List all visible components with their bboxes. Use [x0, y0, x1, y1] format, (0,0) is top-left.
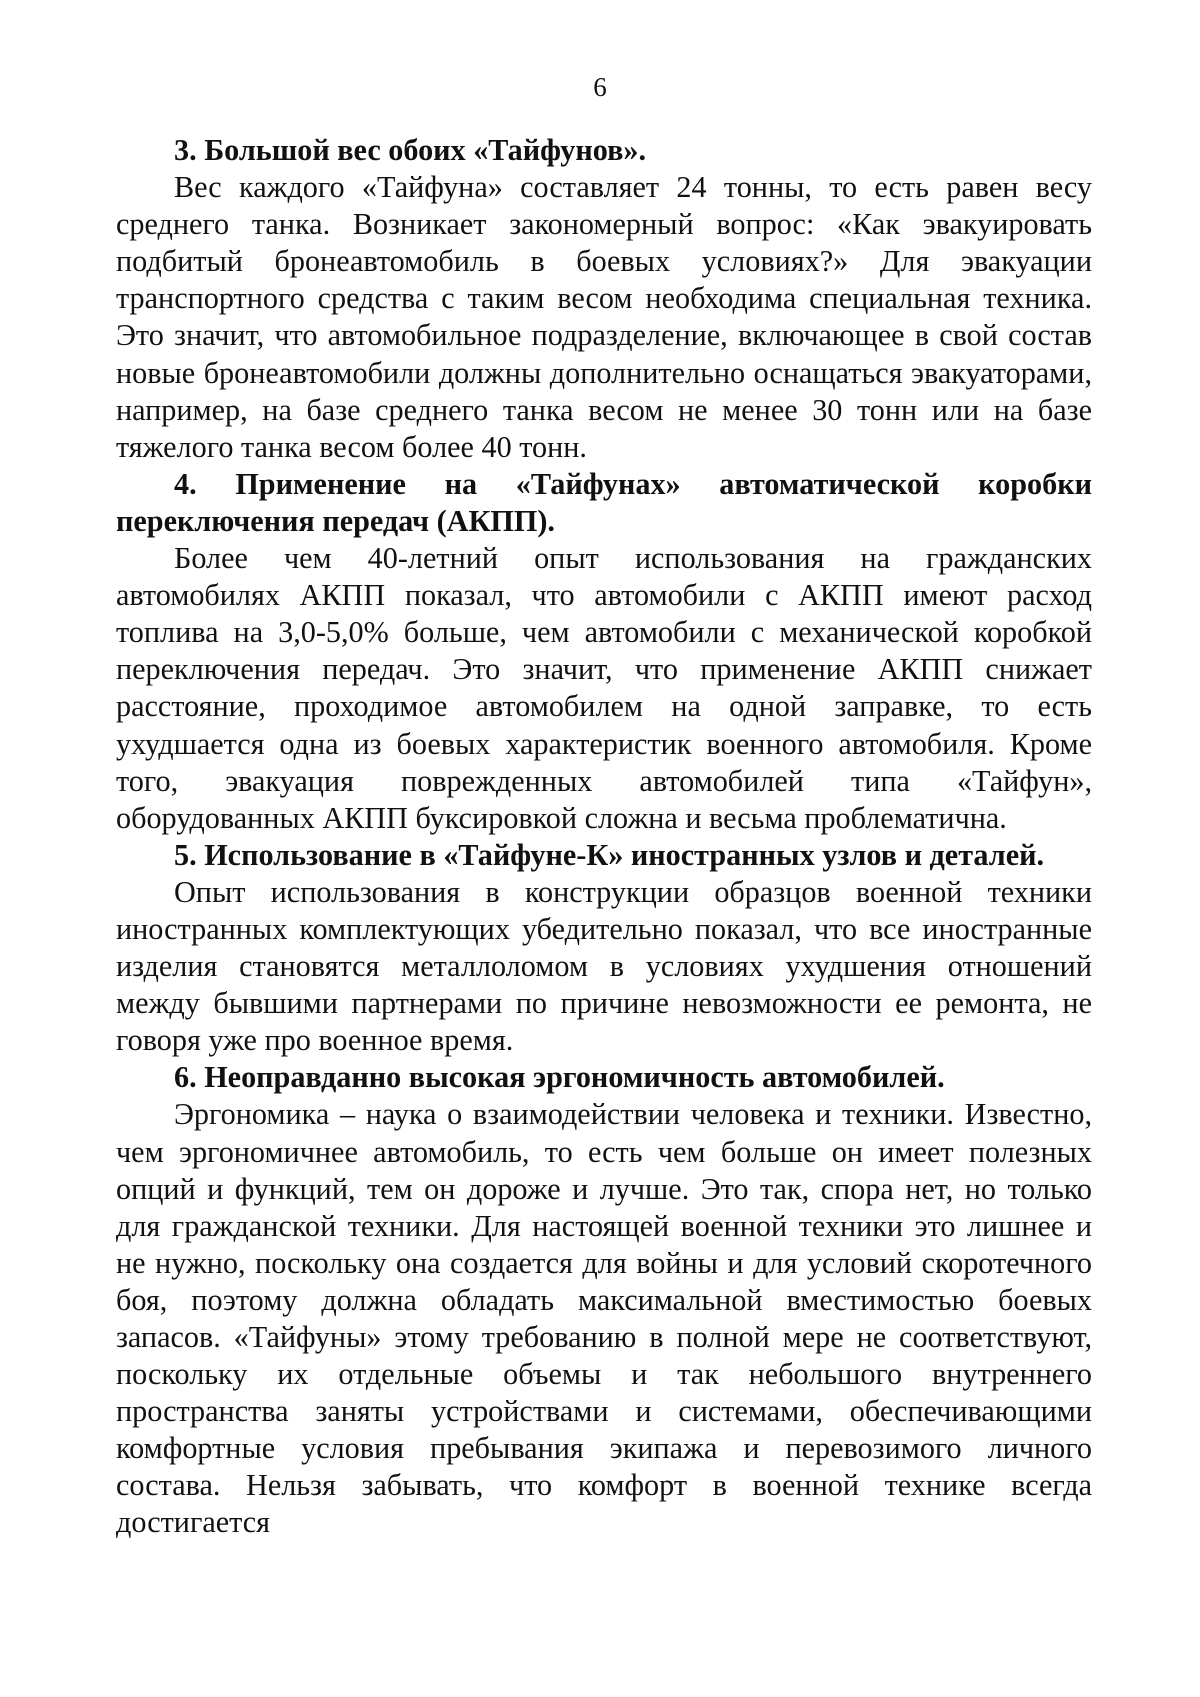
document-body	[116, 132, 1092, 1542]
section-heading-5: 5. Использование в «Тайфуне-К» иностранных узлов и деталей.	[174, 837, 1045, 872]
page-number: 6	[593, 72, 607, 102]
section-heading-3: 3. Большой вес обоих «Тайфунов».	[174, 133, 647, 167]
section-paragraph-4: Более чем 40-летний опыт использования на гражданских автомобилях АКПП показал, что автомобили с АКПП имеют расход топлива на 3,0-5,0% больше, чем автомобили с механической коробкой переключения передач. Это значит, что применение АКПП снижает расстояние, проходимое автомобилем на одной заправке, то есть ухудшается одна из боевых характеристик военного автомобиля. Кроме того, эвакуация поврежденных автомобилей типа «Тайфун», оборудованных АКПП буксировкой сложна и весьма проблематична.	[116, 541, 1092, 835]
section-heading-4: 4. Применение на «Тайфунах» автоматической коробки переключения передач (АКПП).	[116, 466, 1092, 538]
section-paragraph-6: Эргономика – наука о взаимодействии человека и техники. Известно, чем эргономичнее автомобиль, то есть чем больше он имеет полезных опций и функций, тем он дороже и лучше. Это так, спора нет, но только для гражданской техники. Для настоящей военной техники это лишнее и не нужно, поскольку она создается для войны и для условий скоротечного боя, поэтому должна обладать максимальной вместимостью боевых запасов. «Тайфуны» этому требованию в полной мере не соответствуют, поскольку их отдельные объемы и так небольшого внутреннего пространства заняты устройствами и системами, обеспечивающими комфортные условия пребывания экипажа и перевозимого личного состава. Нельзя забывать, что комфорт в военной технике всегда достигается	[116, 1097, 1092, 1540]
section-paragraph-3: Вес каждого «Тайфуна» составляет 24 тонны, то есть равен весу среднего танка. Возникает закономерный вопрос: «Как эвакуировать подбитый бронеавтомобиль в боевых условиях?» Для эвакуации транспортного средства с таким весом необходима специальная техника. Это значит, что автомобильное подразделение, включающее в свой состав новые бронеавтомобили должны дополнительно оснащаться эвакуаторами, например, на базе среднего танка весом не менее 30 тонн или на базе тяжелого танка весом более 40 тонн.	[116, 170, 1092, 464]
section-paragraph-5: Опыт использования в конструкции образцов военной техники иностранных комплектующих убедительно показал, что все иностранные изделия становятся металлоломом в условиях ухудшения отношений между бывшими партнерами по причине невозможности ее ремонта, не говоря уже про военное время.	[116, 874, 1092, 1058]
section-heading-6: 6. Неоправданно высокая эргономичность автомобилей.	[174, 1060, 945, 1095]
